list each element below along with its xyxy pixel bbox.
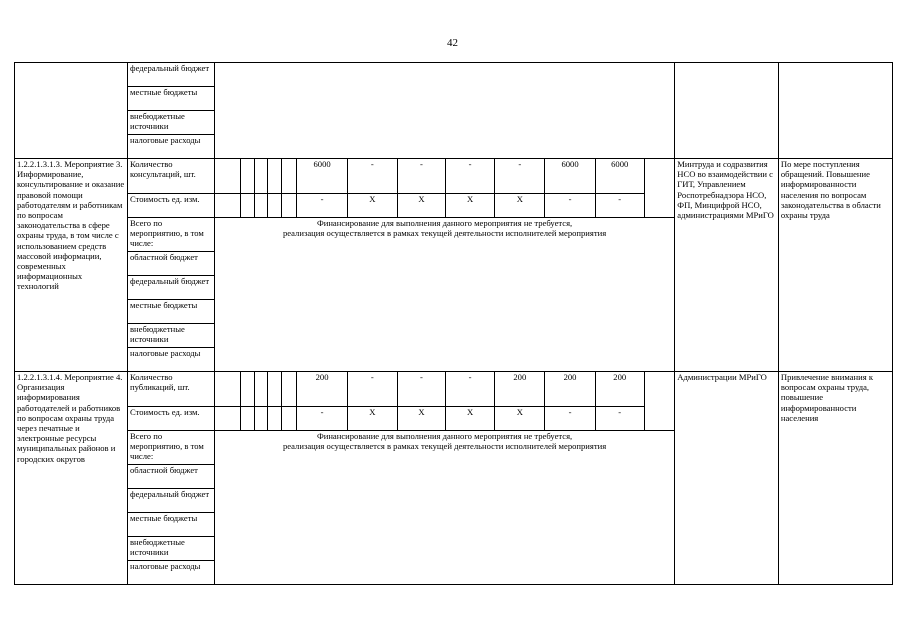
indicator-cell: налоговые расходы <box>128 135 215 159</box>
value-cell <box>214 372 240 407</box>
value-cell <box>281 159 297 194</box>
indicator-cell: внебюджетные источники <box>128 537 215 561</box>
value-cell <box>268 372 282 407</box>
value-cell <box>254 372 268 407</box>
indicator-cell: местные бюджеты <box>128 513 215 537</box>
value-cell <box>268 159 282 194</box>
code-cell-empty <box>15 63 128 159</box>
value-cell: - <box>297 194 347 218</box>
indicator-cell: Стоимость ед. изм. <box>128 407 215 431</box>
value-cell: 6000 <box>545 159 595 194</box>
value-cell: X <box>397 407 445 431</box>
value-cell <box>281 407 297 431</box>
indicator-cell: местные бюджеты <box>128 300 215 324</box>
value-cell: X <box>446 407 495 431</box>
value-cell <box>241 194 255 218</box>
indicator-cell: федеральный бюджет <box>128 276 215 300</box>
result-cell: Привлечение внимания к вопросам охраны труда, повышение информированности населения <box>778 372 892 585</box>
value-cell: 200 <box>595 372 644 407</box>
value-cell <box>241 372 255 407</box>
funding-note-line: Финансирование для выполнения данного мероприятия не требуется, <box>316 431 573 441</box>
value-cell: X <box>495 194 545 218</box>
value-cell: - <box>297 407 347 431</box>
value-cell <box>241 407 255 431</box>
value-cell: - <box>595 407 644 431</box>
value-cell: X <box>347 407 397 431</box>
executors-cell: Минтруда и содразвития НСО во взаимодействии с ГИТ, Управлением Роспотребнадзора НСО, ФП, Минцифрой НСО, администрациями МРиГО <box>675 159 779 372</box>
value-cell <box>254 194 268 218</box>
indicator-cell: Всего по мероприятию, в том числе: <box>128 218 215 252</box>
indicator-cell: федеральный бюджет <box>128 489 215 513</box>
funding-note <box>214 218 674 372</box>
value-cell <box>281 372 297 407</box>
values-cell-empty <box>214 63 674 159</box>
value-cell: - <box>545 407 595 431</box>
table-row <box>15 372 893 407</box>
value-cell <box>281 194 297 218</box>
value-cell: - <box>446 159 495 194</box>
value-cell <box>254 407 268 431</box>
indicator-cell: налоговые расходы <box>128 348 215 372</box>
value-cell: - <box>595 194 644 218</box>
table-row <box>15 159 893 194</box>
result-cell-empty <box>778 63 892 159</box>
value-cell <box>268 194 282 218</box>
value-cell: - <box>545 194 595 218</box>
indicator-cell: Стоимость ед. изм. <box>128 194 215 218</box>
value-cell: 200 <box>297 372 347 407</box>
value-cell <box>214 194 240 218</box>
funding-note <box>214 431 674 585</box>
value-cell: - <box>347 159 397 194</box>
indicator-cell: внебюджетные источники <box>128 324 215 348</box>
executors-cell-empty <box>675 63 779 159</box>
indicator-cell: федеральный бюджет <box>128 63 215 87</box>
result-cell: По мере поступления обращений. Повышение информированности населения по вопросам законодательства в области охраны труда <box>778 159 892 372</box>
value-cell <box>214 407 240 431</box>
value-cell: 200 <box>495 372 545 407</box>
indicator-cell: Количество консультаций, шт. <box>128 159 215 194</box>
value-cell: 6000 <box>595 159 644 194</box>
value-cell-empty <box>644 372 674 431</box>
funding-note-line: реализация осуществляется в рамках текущей деятельности исполнителей мероприятия <box>282 441 607 452</box>
indicator-cell: областной бюджет <box>128 252 215 276</box>
measure-code-cell: 1.2.2.1.3.1.4. Мероприятие 4. Организация информирования работодателей и работников по вопросам охраны труда через печатные и электронные ресурсы муниципальных районов и городских округов <box>15 372 128 585</box>
value-cell: X <box>397 194 445 218</box>
value-cell: - <box>347 372 397 407</box>
table-row <box>15 63 893 87</box>
indicator-cell: областной бюджет <box>128 465 215 489</box>
indicator-cell: внебюджетные источники <box>128 111 215 135</box>
value-cell <box>254 159 268 194</box>
value-cell: - <box>446 372 495 407</box>
funding-note-line: реализация осуществляется в рамках текущей деятельности исполнителей мероприятия <box>282 228 607 239</box>
value-cell: 200 <box>545 372 595 407</box>
executors-cell: Администрации МРиГО <box>675 372 779 585</box>
funding-note-line: Финансирование для выполнения данного мероприятия не требуется, <box>316 218 573 228</box>
value-cell: X <box>347 194 397 218</box>
value-cell-empty <box>644 159 674 218</box>
value-cell <box>214 159 240 194</box>
indicator-cell: Всего по мероприятию, в том числе: <box>128 431 215 465</box>
indicator-cell: местные бюджеты <box>128 87 215 111</box>
value-cell: - <box>495 159 545 194</box>
indicator-cell: налоговые расходы <box>128 561 215 585</box>
page-number: 42 <box>447 37 458 49</box>
value-cell <box>268 407 282 431</box>
value-cell: X <box>495 407 545 431</box>
indicator-cell: Количество публикаций, шт. <box>128 372 215 407</box>
value-cell: - <box>397 372 445 407</box>
value-cell: 6000 <box>297 159 347 194</box>
value-cell <box>241 159 255 194</box>
measures-table <box>14 62 893 585</box>
value-cell: - <box>397 159 445 194</box>
measure-code-cell: 1.2.2.1.3.1.3. Мероприятие 3. Информирование, консультирование и оказание правовой помощи работодателям и работникам по вопросам законодательства в сфере охраны труда, в том числе с использованием средств массовой информации, современных информационных технологий <box>15 159 128 372</box>
value-cell: X <box>446 194 495 218</box>
